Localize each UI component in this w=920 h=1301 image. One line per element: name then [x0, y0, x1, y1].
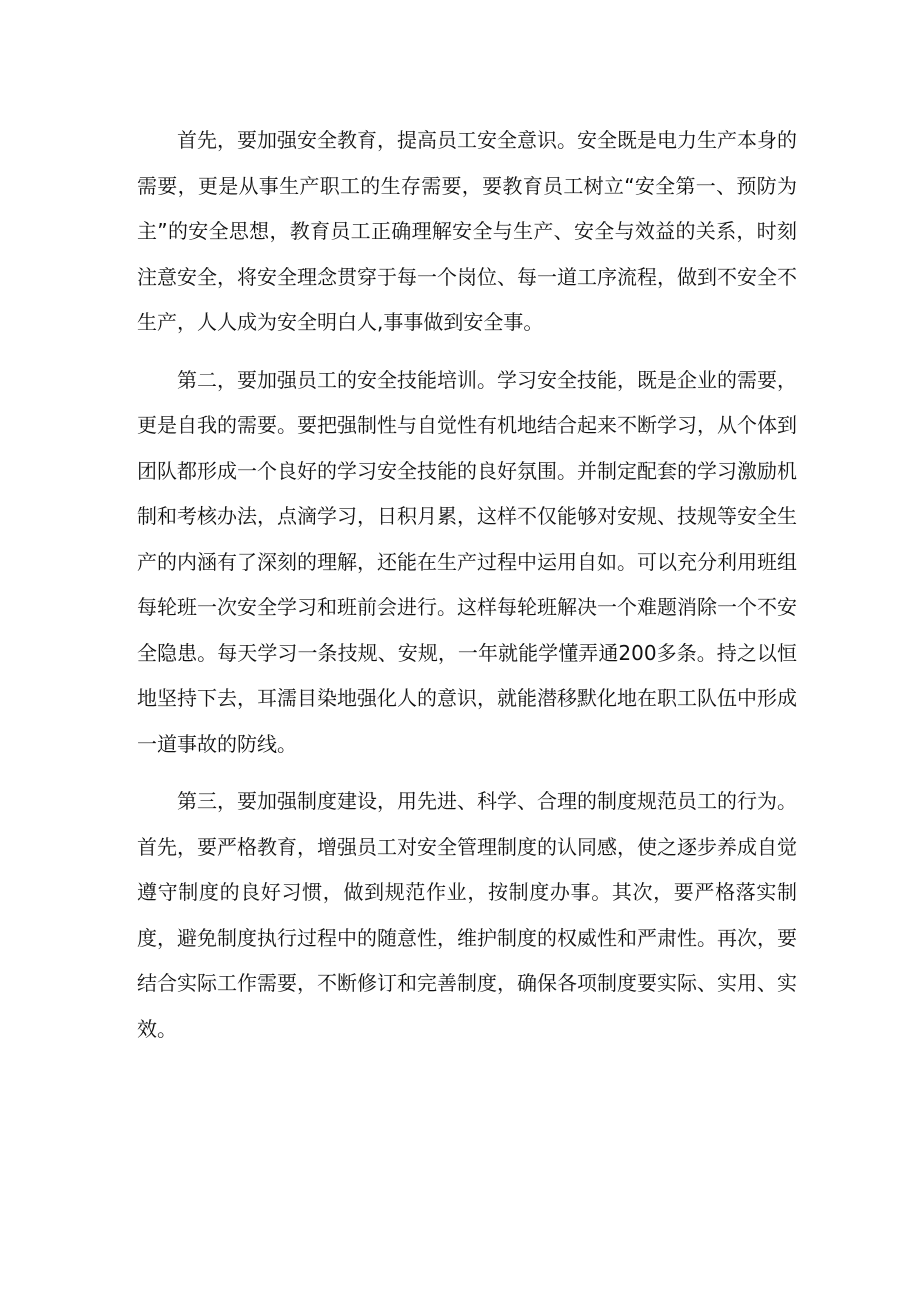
document-body	[137, 118, 797, 1064]
paragraph-2: 第二，要加强员工的安全技能培训。学习安全技能，既是企业的需要，更是自我的需要。要把强制性与自觉性有机地结合起来不断学习，从个体到团队都形成一个良好的学习安全技能的良好氛围。并制定配套的学习激励机制和考核办法，点滴学习，日积月累，这样不仅能够对安规、技规等安全生产的内涵有了深刻的理解，还能在生产过程中运用自如。可以充分利用班组每轮班一次安全学习和班前会进行。这样每轮班解决一个难题消除一个不安全隐患。每天学习一条技规、安规，一年就能学懂弄通200多条。持之以恒地坚持下去，耳濡目染地强化人的意识，就能潜移默化地在职工队伍中形成一道事故的防线。	[137, 367, 797, 756]
paragraph-1: 首先，要加强安全教育，提高员工安全意识。安全既是电力生产本身的需要，更是从事生产职工的生存需要，要教育员工树立“安全第一、预防为主”的安全思想，教育员工正确理解安全与生产、安全与效益的关系，时刻注意安全，将安全理念贯穿于每一个岗位、每一道工序流程，做到不安全不生产，人人成为安全明白人,事事做到安全事。	[137, 128, 797, 334]
paragraph-3: 第三，要加强制度建设，用先进、科学、合理的制度规范员工的行为。首先，要严格教育，增强员工对安全管理制度的认同感，使之逐步养成自觉遵守制度的良好习惯，做到规范作业，按制度办事。其次，要严格落实制度，避免制度执行过程中的随意性，维护制度的权威性和严肃性。再次，要结合实际工作需要，不断修订和完善制度，确保各项制度要实际、实用、实效。	[137, 789, 797, 1041]
